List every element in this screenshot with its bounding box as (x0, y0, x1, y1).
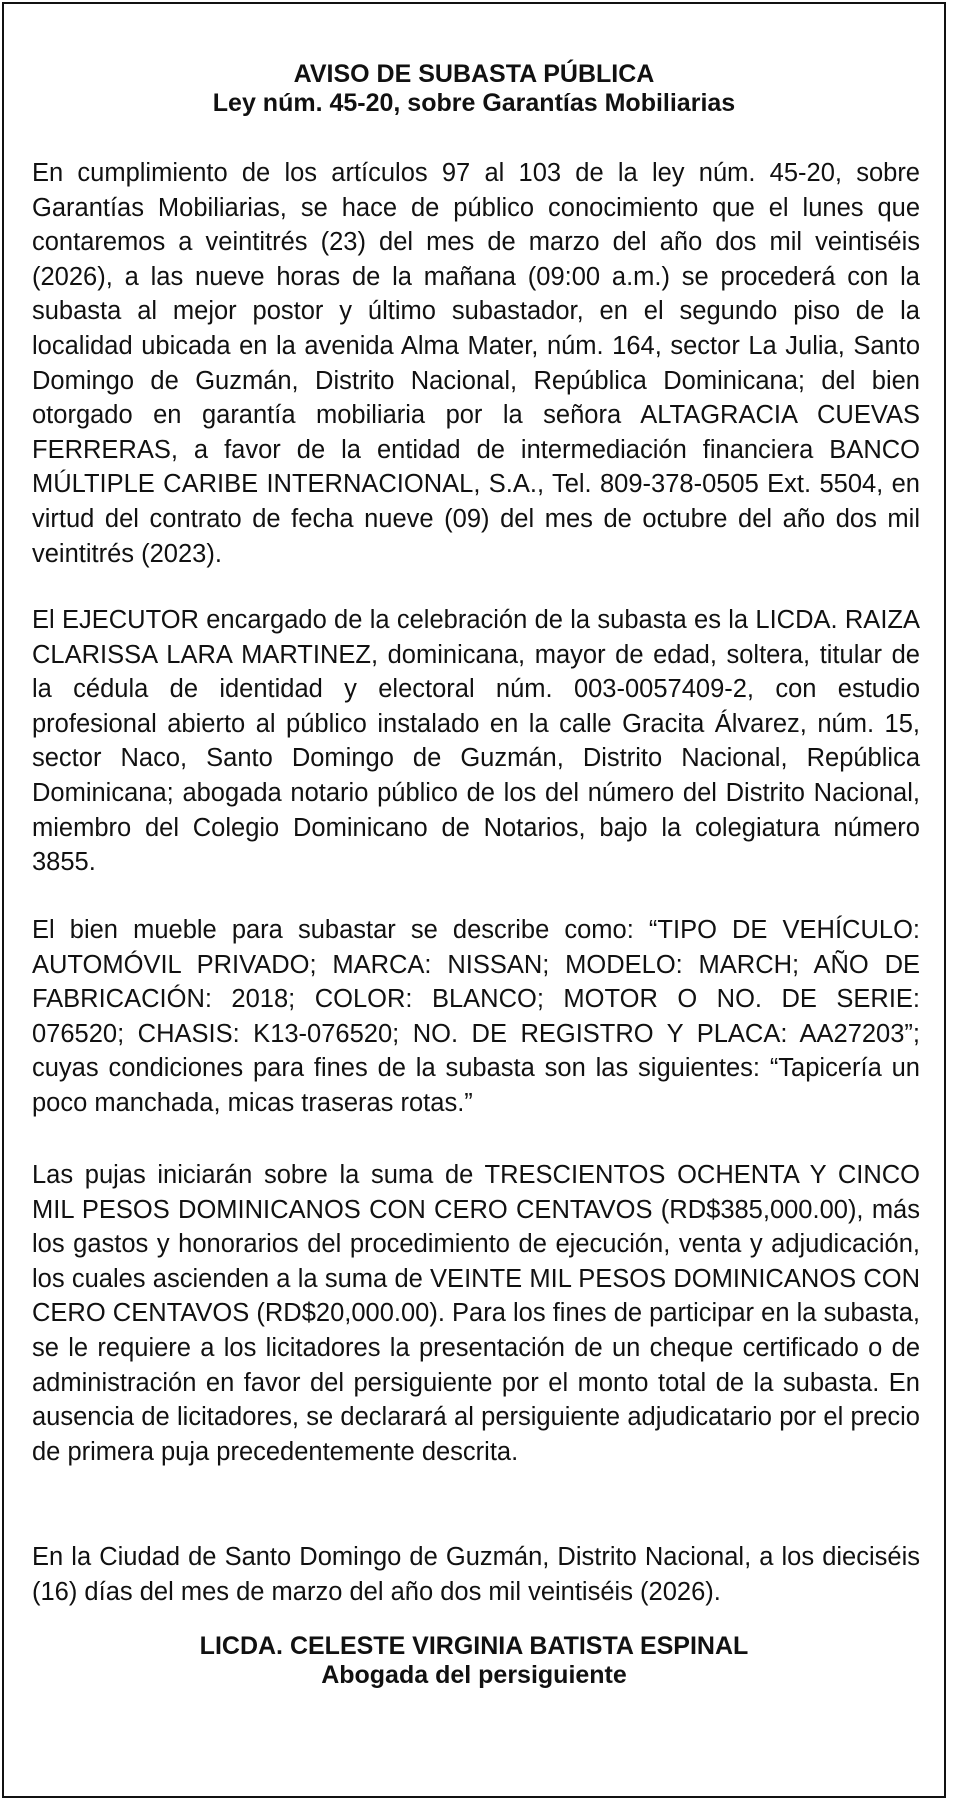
public-auction-notice (2, 2, 946, 1798)
paragraph-executor (32, 603, 920, 880)
notice-header (4, 60, 944, 118)
paragraph-text: Las pujas iniciarán sobre la suma de TRESCIENTOS OCHENTA Y CINCO MIL PESOS DOMINICANOS CON CERO CENTAVOS (RD$385,000.00), más los gastos y honorarios del procedimiento de ejecución, venta y adjudicación, los cuales ascienden a la suma de VEINTE MIL PESOS DOMINICANOS CON CERO CENTAVOS (RD$20,000.00). Para los fines de participar en la subasta, se le requiere a los licitadores la presentación de un cheque certificado o de administración en favor del persiguiente por el monto total de la subasta. En ausencia de licitadores, se declarará al persiguiente adjudicatario por el precio de primera puja precedentemente descrita. (32, 1161, 920, 1466)
paragraph-bidding-terms (32, 1158, 920, 1469)
paragraph-place-and-date (32, 1540, 920, 1609)
notice-subtitle: Ley núm. 45-20, sobre Garantías Mobiliarias (212, 89, 736, 117)
signature-block (4, 1632, 944, 1690)
notice-title: AVISO DE SUBASTA PÚBLICA (293, 60, 655, 88)
signature-name: LICDA. CELESTE VIRGINIA BATISTA ESPINAL (199, 1632, 749, 1660)
paragraph-text: En cumplimiento de los artículos 97 al 103 de la ley núm. 45-20, sobre Garantías Mobiliarias, se hace de público conocimiento que el lunes que contaremos a veintitrés (23) del mes de marzo del año dos mil veintiséis (2026), a las nueve horas de la mañana (09:00 a.m.) se procederá con la subasta al mejor postor y último subastador, en el segundo piso de la localidad ubicada en la avenida Alma Mater, núm. 164, sector La Julia, Santo Domingo de Guzmán, Distrito Nacional, República Dominicana; del bien otorgado en garantía mobiliaria por la señora ALTAGRACIA CUEVAS FERRERAS, a favor de la entidad de intermediación financiera BANCO MÚLTIPLE CARIBE INTERNACIONAL, S.A., Tel. 809-378-0505 Ext. 5504, en virtud del contrato de fecha nueve (09) del mes de octubre del año dos mil veintitrés (2023). (32, 159, 920, 568)
signature-role: Abogada del persiguiente (321, 1661, 627, 1689)
paragraph-text: El bien mueble para subastar se describe como: “TIPO DE VEHÍCULO: AUTOMÓVIL PRIVADO; MARCA: NISSAN; MODELO: MARCH; AÑO DE FABRICACIÓN: 2018; COLOR: BLANCO; MOTOR O NO. DE SERIE: 076520; CHASIS: K13-076520; NO. DE REGISTRO Y PLACA: AA27203”; cuyas condiciones para fines de la subasta son las siguientes: “Tapicería un poco manchada, micas traseras rotas.” (32, 916, 920, 1117)
paragraph-auction-announcement (32, 156, 920, 571)
paragraph-text: El EJECUTOR encargado de la celebración de la subasta es la LICDA. RAIZA CLARISSA LARA MARTINEZ, dominicana, mayor de edad, soltera, titular de la cédula de identidad y electoral núm. 003-0057409-2, con estudio profesional abierto al público instalado en la calle Gracita Álvarez, núm. 15, sector Naco, Santo Domingo de Guzmán, Distrito Nacional, República Dominicana; abogada notario público de los del número del Distrito Nacional, miembro del Colegio Dominicano de Notarios, bajo la colegiatura número 3855. (32, 606, 920, 877)
paragraph-asset-description (32, 913, 920, 1121)
paragraph-text: En la Ciudad de Santo Domingo de Guzmán, Distrito Nacional, a los dieciséis (16) días del mes de marzo del año dos mil veintiséis (2026). (32, 1543, 920, 1606)
